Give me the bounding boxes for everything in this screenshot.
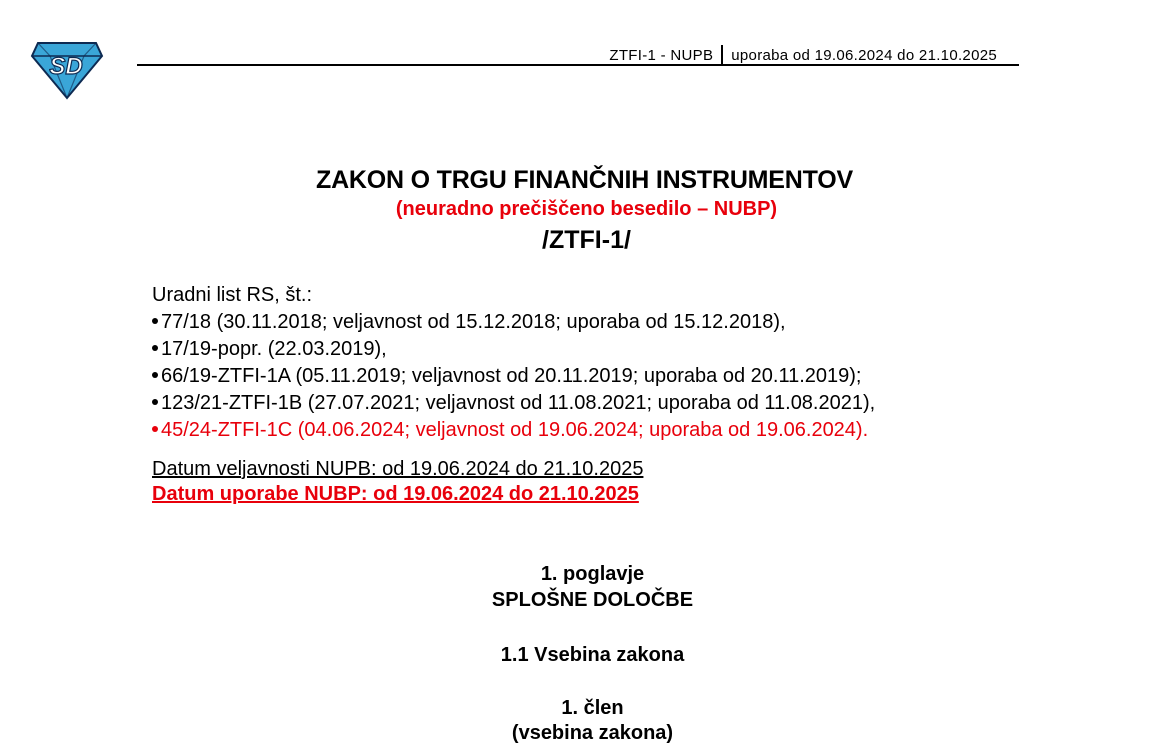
logo — [30, 40, 104, 100]
usage-date: Datum uporabe NUBP: od 19.06.2024 do 21.10.2025 — [152, 483, 639, 505]
header-text — [609, 45, 997, 64]
gazette-item — [152, 390, 875, 417]
logo-text: SD — [49, 53, 83, 80]
bullet-icon — [152, 426, 158, 432]
subsection-title: 1.1 Vsebina zakona — [500, 644, 685, 666]
gazette-item-text: 66/19-ZTFI-1A (05.11.2019; veljavnost od 20.11.2019; uporaba od 20.11.2019); — [161, 365, 862, 387]
chapter-title: SPLOŠNE DOLOČBE — [491, 589, 694, 611]
gazette-item-text: 45/24-ZTFI-1C (04.06.2024; veljavnost od 19.06.2024; uporaba od 19.06.2024). — [161, 419, 869, 441]
gazette-item-text: 123/21-ZTFI-1B (27.07.2021; veljavnost od 11.08.2021; uporaba od 11.08.2021), — [161, 392, 876, 414]
page-header — [137, 44, 1019, 66]
header-separator — [721, 45, 723, 64]
gazette-item — [152, 336, 875, 363]
bullet-icon — [152, 372, 158, 378]
gazette-item — [152, 309, 875, 336]
gazette-list — [152, 282, 875, 444]
validity-date: Datum veljavnosti NUPB: od 19.06.2024 do 21.10.2025 — [152, 458, 644, 480]
bullet-icon — [152, 399, 158, 405]
gazette-item-text: 77/18 (30.11.2018; veljavnost od 15.12.2018; uporaba od 15.12.2018), — [161, 311, 786, 333]
article-number: 1. člen — [561, 697, 624, 719]
law-abbreviation: /ZTFI-1/ — [542, 226, 631, 254]
bullet-icon — [152, 345, 158, 351]
gazette-item-text: 17/19-popr. (22.03.2019), — [161, 338, 387, 360]
validity-block — [152, 457, 643, 507]
gazette-item-latest — [152, 417, 875, 444]
gazette-item — [152, 363, 875, 390]
law-subtitle: (neuradno prečiščeno besedilo – NUBP) — [395, 198, 778, 220]
chapter-number: 1. poglavje — [540, 563, 645, 585]
gazette-label: Uradni list RS, št.: — [152, 284, 313, 306]
law-title: ZAKON O TRGU FINANČNIH INSTRUMENTOV — [316, 166, 853, 194]
bullet-icon — [152, 318, 158, 324]
usage-period: uporaba od 19.06.2024 do 21.10.2025 — [731, 47, 997, 64]
article-title: (vsebina zakona) — [511, 722, 674, 744]
doc-code: ZTFI-1 - NUPB — [609, 47, 714, 64]
